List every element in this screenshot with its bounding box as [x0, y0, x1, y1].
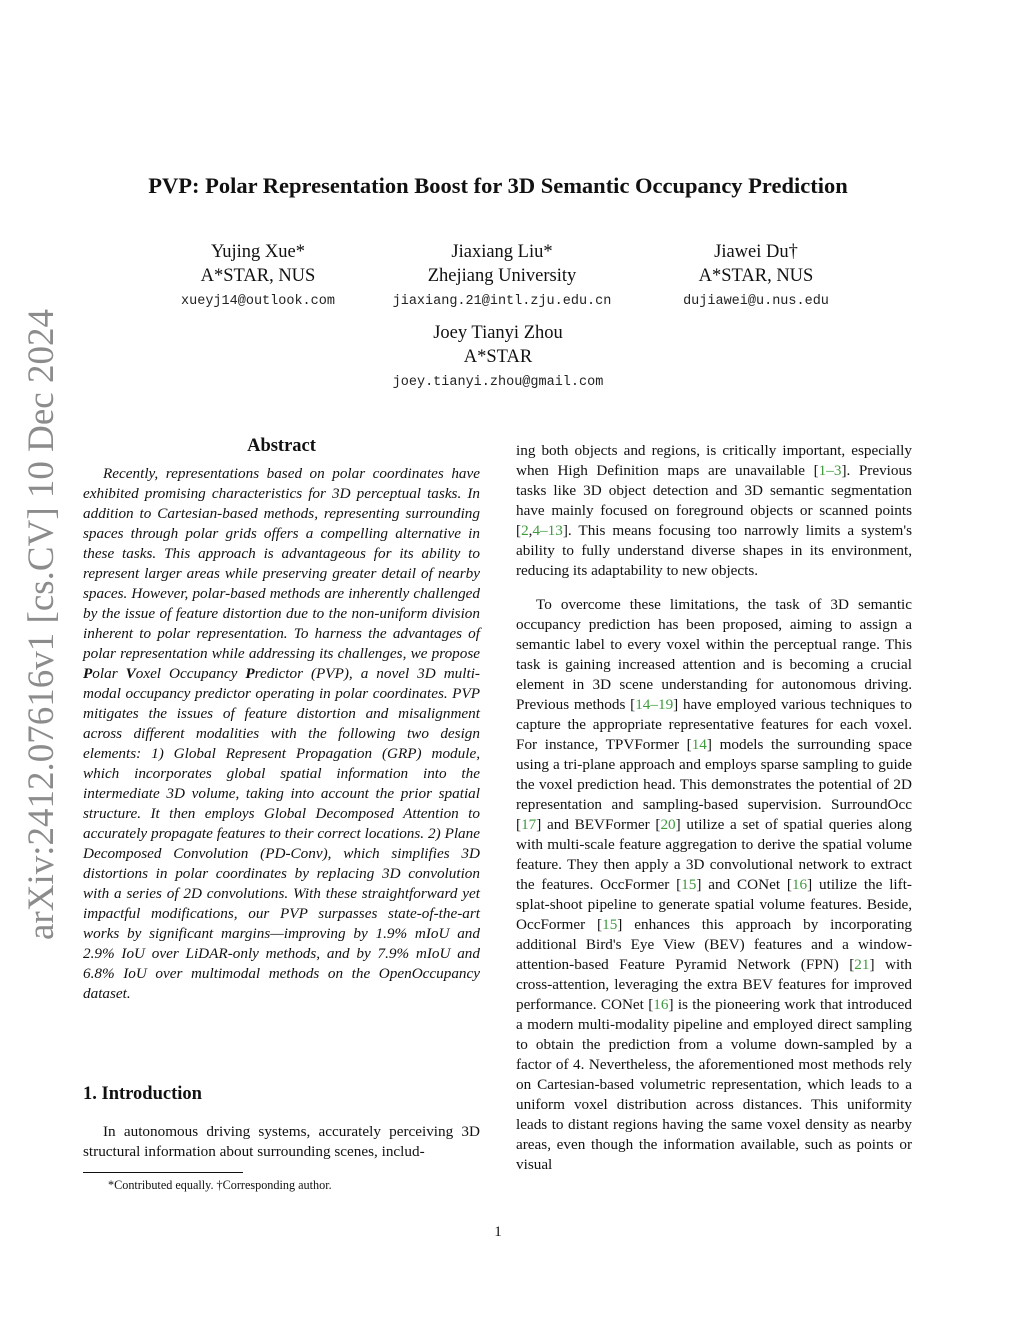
citation-link[interactable]: 15 — [602, 916, 618, 933]
author-email[interactable]: xueyj14@outlook.com — [181, 294, 335, 309]
citation-link[interactable]: 21 — [854, 956, 870, 973]
citation-link[interactable]: 2 — [521, 522, 529, 539]
author-2 — [360, 240, 644, 314]
section-heading-introduction: 1. Introduction — [83, 1084, 202, 1104]
page-number: 1 — [494, 1224, 502, 1240]
author-name: Jiawei Du† — [714, 242, 798, 262]
author-affiliation: Zhejiang University — [427, 266, 577, 286]
author-affiliation: A*STAR, NUS — [698, 266, 814, 286]
author-email[interactable]: dujiawei@u.nus.edu — [683, 294, 829, 309]
citation-link[interactable]: 1–3 — [818, 462, 842, 479]
author-affiliation: A*STAR — [463, 347, 533, 367]
citation-link[interactable]: 4–13 — [532, 522, 563, 539]
citation-link[interactable]: 20 — [660, 816, 676, 833]
paper-title: PVP: Polar Representation Boost for 3D Semantic Occupancy Prediction — [148, 173, 848, 198]
author-4 — [340, 321, 656, 395]
author-email[interactable]: jiaxiang.21@intl.zju.edu.cn — [392, 294, 612, 309]
author-3 — [646, 240, 866, 314]
citation-link[interactable]: 16 — [653, 996, 669, 1013]
citation-link[interactable]: 14 — [691, 736, 707, 753]
intro-body: In autonomous driving systems, accurately perceiving 3D structural information about surrounding scenes, includ- — [83, 1123, 480, 1160]
footnote-rule — [83, 1172, 243, 1173]
arxiv-watermark: arXiv:2412.07616v1 [cs.CV] 10 Dec 2024 — [21, 309, 62, 940]
author-name: Jiaxiang Liu* — [451, 242, 553, 262]
author-name: Joey Tianyi Zhou — [433, 323, 563, 343]
citation-link[interactable]: 15 — [681, 876, 697, 893]
citation-link[interactable]: 14–19 — [635, 696, 674, 713]
author-1 — [150, 240, 366, 314]
author-name: Yujing Xue* — [210, 242, 306, 262]
right-column-body: ing both objects and regions, is critically important, especially when High Definition maps are unavailable [1–3]. Previous tasks like 3D object detection and 3D semantic segmentation have mainly focused on foreground objects or scanned points [2,4–13]. This means focusing too narrowly limits a system's ability to fully understand diverse shapes in its environment, reducing its adaptability to new objects. To overcome these limitations, the task of 3D semantic occupancy prediction has been proposed, aiming to assign a semantic label to every voxel within the perceptual range. This task is gaining increased attention and is becoming a crucial element in 3D scene understanding for autonomous driving. Previous methods [14–19] have employed various techniques to capture the appropriate representative features for each voxel. For instance, TPVFormer [14] models the surrounding space using a tri-plane approach and employs sparse sampling to guide the voxel prediction head. This demonstrates the potential of 2D representation and sampling-based supervision. SurroundOcc [17] and BEVFormer [20] utilize a set of spatial queries along with multi-scale feature aggregation to derive the spatial volume feature. They then apply a 3D convolutional network to extract the features. OccFormer [15] and CONet [16] utilize the lift-splat-shoot pipeline to generate spatial volume features. Beside, OccFormer [15] enhances this approach by incorporating additional Bird's Eye View (BEV) features and a window-attention-based Feature Pyramid Network (FPN) [21] with cross-attention, leveraging the extra BEV features for improved performance. CONet [16] is the pioneering work that introduced a modern multi-modality pipeline and employed direct sampling to obtain the prediction from a volume down-sampled by a factor of 4. Nevertheless, the aforementioned most methods rely on Cartesian-based volumetric representation, which leads to a uniform voxel distribution across distances. This uniformity leads to distant regions having the same voxel density as nearby areas, even though the information available, such as points or visual — [516, 442, 913, 1173]
author-affiliation: A*STAR, NUS — [200, 266, 316, 286]
author-email[interactable]: joey.tianyi.zhou@gmail.com — [392, 375, 604, 390]
citation-link[interactable]: 17 — [521, 816, 537, 833]
abstract-body: Recently, representations based on polar coordinates have exhibited promising characteristics for 3D perceptual tasks. In addition to Cartesian-based methods, representing surrounding spaces through polar grids offers a compelling alternative in these tasks. This approach is advantageous for its ability to represent larger areas while preserving greater detail of nearby spaces. However, polar-based methods are inherently challenged by the issue of feature distortion due to the non-uniform division inherent to polar representation. To harness the advantages of polar representation while addressing its challenges, we propose Polar Voxel Occupancy Predictor (PVP), a novel 3D multi-modal occupancy predictor operating in polar coordinates. PVP mitigates the issues of feature distortion and misalignment across different modalities with the following two design elements: 1) Global Represent Propagation (GRP) module, which incorporates global spatial information into the intermediate 3D volume, taking into account the prior spatial structure. It then employs Global Decomposed Attention to accurately propagate features to their correct locations. 2) Plane Decomposed Convolution (PD-Conv), which simplifies 3D distortions in polar coordinates by replacing 3D convolution with a series of 2D convolutions. With these straightforward yet impactful modifications, our PVP surpasses state-of-the-art works by significant margins—improving by 1.9% mIoU and 2.9% IoU over LiDAR-only methods, and by 7.9% mIoU and 6.8% IoU over multimodal methods on the OpenOccupancy dataset. — [83, 465, 480, 1002]
abstract-heading: Abstract — [247, 436, 316, 456]
citation-link[interactable]: 16 — [791, 876, 808, 893]
footnote: *Contributed equally. †Corresponding author. — [108, 1178, 332, 1192]
